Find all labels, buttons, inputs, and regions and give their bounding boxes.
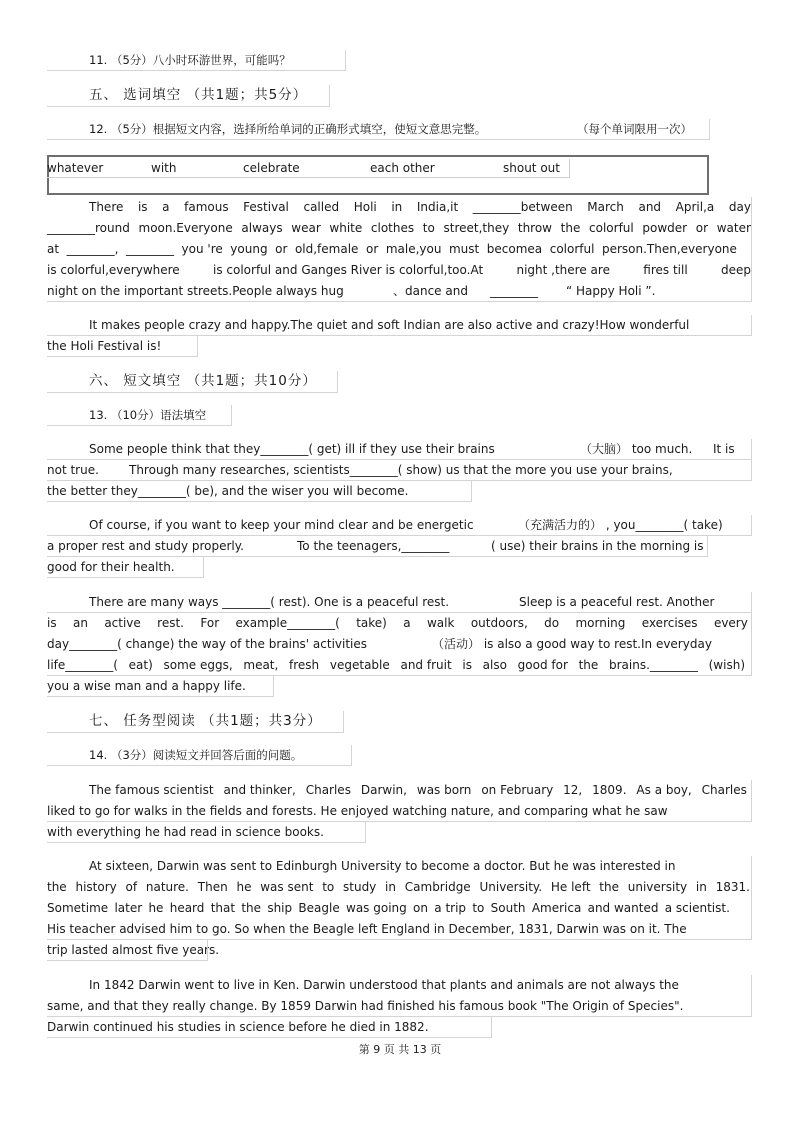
- reading-line: The famous scientist and thinker, Charles Darwin, was born on February 12, 1809. As a boy, Charles: [89, 783, 747, 797]
- passage-line: ________round moon.Everyone always wear white clothes to street,they throw the colorful powder or water: [47, 221, 751, 235]
- passage-line: the Holi Festival is!: [47, 339, 162, 353]
- grammar-line: good for their health.: [47, 560, 175, 574]
- grammar-text: ( use) their brains in the morning is: [491, 539, 704, 553]
- reading-line: At sixteen, Darwin was sent to Edinburgh University to become a doctor. But he was interested in: [89, 859, 676, 873]
- passage-line: at ________, ________ you 're young or old,female or male,you must becomea colorful person.Then,everyone: [47, 242, 737, 256]
- passage-line: There is a famous Festival called Holi in India,it ________between March and April,a day: [89, 200, 751, 214]
- text-frame: [47, 460, 752, 481]
- grammar-line: Of course, if you want to keep your mind clear and be energetic: [89, 518, 474, 532]
- reading-line: Sometime later he heard that the ship Beagle was going on a trip to South America and wanted a scientist.: [47, 901, 730, 915]
- grammar-line: not true.: [47, 463, 99, 477]
- text-frame: [47, 592, 752, 613]
- grammar-line: life________( eat) some eggs, meat, fresh vegetable and fruit is also good for the brains.________ (wish): [47, 658, 745, 672]
- text-frame: [47, 613, 752, 676]
- passage-line: It makes people crazy and happy.The quiet and soft Indian are also active and crazy!How wonderful: [89, 318, 690, 332]
- grammar-text: （大脑） too much.: [580, 442, 693, 456]
- question-14: 14. （3分）阅读短文并回答后面的问题。: [89, 748, 303, 762]
- text-frame: [47, 336, 198, 357]
- text-frame: [47, 711, 344, 733]
- text-frame: [47, 856, 752, 940]
- text-frame: [47, 822, 366, 843]
- text-frame: [47, 197, 752, 302]
- text-frame: [47, 676, 274, 697]
- text-frame: [47, 405, 232, 426]
- grammar-line: you a wise man and a happy life.: [47, 679, 246, 693]
- text-frame: [47, 780, 752, 822]
- word-bank-item: shout out: [503, 161, 560, 175]
- reading-line: same, and that they really change. By 1859 Darwin had finished his famous book "The Origin of Species".: [47, 999, 684, 1013]
- text-frame: [47, 536, 708, 557]
- reading-line: His teacher advised him to go. So when the Beagle left England in December, 1831, Darwin was on it. The: [47, 922, 687, 936]
- reading-line: liked to go for walks in the fields and forests. He enjoyed watching nature, and comparing what he saw: [47, 804, 668, 818]
- question-13: 13. （10分）语法填空: [89, 408, 207, 422]
- reading-line: In 1842 Darwin went to live in Ken. Darwin understood that plants and animals are not always the: [89, 978, 679, 992]
- text-frame: [47, 1017, 492, 1038]
- grammar-text: （充满活力的） , you________( take): [518, 518, 723, 532]
- word-bank-item: each other: [370, 161, 435, 175]
- reading-line: with everything he had read in science books.: [47, 825, 324, 839]
- grammar-line: There are many ways ________( rest). One is a peaceful rest.: [89, 595, 450, 609]
- grammar-text: To the teenagers,________: [297, 539, 450, 553]
- grammar-text: It is: [713, 442, 735, 456]
- word-bank-row: [47, 159, 570, 178]
- grammar-line: Some people think that they________( get) ill if they use their brains: [89, 442, 495, 456]
- grammar-text: （活动） is also a good way to rest.In everyday: [432, 637, 712, 651]
- text-frame: [47, 481, 472, 502]
- section-7-heading: 七、 任务型阅读 （共1题；共3分）: [89, 713, 322, 729]
- text-frame: [47, 940, 208, 961]
- text-frame: [47, 50, 346, 71]
- passage-line: is colorful,everywhere is colorful and Ganges River is colorful,too.At night ,there are fires till deep: [47, 263, 751, 277]
- text-frame: [47, 557, 204, 578]
- section-5-heading: 五、 选词填空 （共1题；共5分）: [89, 87, 308, 103]
- reading-line: Darwin continued his studies in science before he died in 1882.: [47, 1020, 429, 1034]
- reading-line: trip lasted almost five years.: [47, 943, 220, 957]
- grammar-line: is an active rest. For example________( take) a walk outdoors, do morning exercises every: [47, 616, 748, 630]
- text-frame: [47, 119, 710, 140]
- question-12-prompt: 12. （5分）根据短文内容，选择所给单词的正确形式填空，使短文意思完整。: [89, 122, 487, 136]
- section-6-heading: 六、 短文填空 （共1题；共10分）: [89, 373, 317, 389]
- text-frame: [47, 515, 752, 536]
- text-frame: [47, 745, 352, 766]
- page-number: 第 9 页 共 13 页: [358, 1043, 442, 1056]
- passage-text: “ Happy Holi ”.: [566, 284, 656, 298]
- grammar-text: Sleep is a peaceful rest. Another: [519, 595, 715, 609]
- grammar-line: a proper rest and study properly.: [47, 539, 244, 553]
- question-12-note: （每个单词限用一次）: [577, 122, 692, 136]
- word-bank-item: celebrate: [243, 161, 300, 175]
- passage-blank: ________: [490, 284, 538, 298]
- question-11: 11. （5分）八小时环游世界，可能吗？: [89, 53, 291, 67]
- text-frame: [47, 85, 330, 107]
- text-frame: [47, 975, 752, 1017]
- grammar-line: the better they________( be), and the wiser you will become.: [47, 484, 409, 498]
- word-bank-item: whatever: [47, 161, 104, 175]
- passage-line: night on the important streets.People always hug: [47, 284, 344, 298]
- text-frame: [47, 439, 752, 460]
- passage-text: 、dance and: [393, 284, 468, 298]
- word-bank-item: with: [151, 161, 177, 175]
- text-frame: [47, 371, 338, 393]
- text-frame: [47, 315, 752, 336]
- reading-line: the history of nature. Then he was sent to study in Cambridge University. He left the university in 1831.: [47, 880, 750, 894]
- grammar-line: day________( change) the way of the brains' activities: [47, 637, 368, 651]
- grammar-line: Through many researches, scientists________( show) us that the more you use your brains,: [129, 463, 673, 477]
